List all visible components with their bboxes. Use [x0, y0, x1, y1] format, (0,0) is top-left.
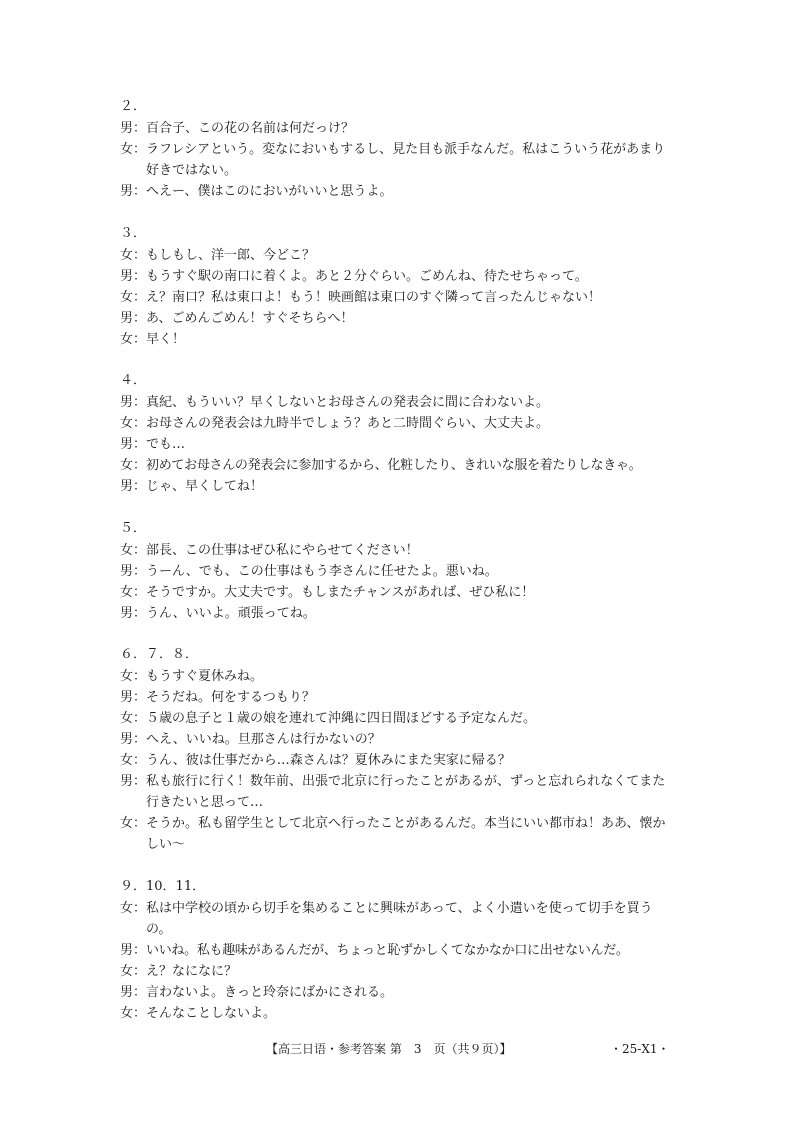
section-title: ３． — [120, 225, 147, 241]
speaker-label: 男： — [120, 563, 147, 579]
speaker-label: 女： — [120, 458, 147, 473]
dialogue-text: お母さんの発表会は九時半でしょう？あと二時間ぐらい、大丈夫よ。 — [146, 416, 550, 431]
speaker-label: 女： — [120, 669, 147, 684]
dialogue-line — [120, 266, 680, 287]
dialogue-line — [120, 245, 680, 266]
dialogue-line — [120, 392, 680, 413]
section-title: ２． — [120, 99, 147, 114]
dialogue-text: もうすぐ駅の南口に着くよ。あと２分ぐらい。ごめんね、待たせちゃって。 — [146, 268, 588, 284]
dialogue-line — [120, 540, 680, 561]
dialogue-line — [120, 139, 680, 181]
dialogue-text: え？なになに？ — [146, 963, 238, 979]
speaker-label: 男： — [120, 268, 147, 284]
speaker-label: 女： — [120, 963, 147, 979]
section-title: ９．10．11． — [120, 878, 206, 894]
speaker-label: 女： — [120, 1005, 147, 1021]
speaker-label: 男： — [120, 310, 147, 326]
dialogue-text: 私も旅行に行く！数年前、出張で北京に行ったことがあるが、ずっと忘れられなくてまた行きたいと思って… — [146, 774, 666, 810]
dialogue-line — [120, 708, 680, 729]
dialogue-line — [120, 413, 680, 434]
dialogue-text: あ、ごめんごめん！すぐそちらへ！ — [146, 310, 354, 326]
section-4 — [120, 370, 680, 497]
speaker-label: 男： — [120, 395, 147, 410]
dialogue-text: うん、彼は仕事だから…森さんは？夏休みにまた実家に帰る？ — [146, 753, 511, 768]
dialogue-text: 初めてお母さんの発表会に参加するから、化粧したり、きれいな服を着たりしなきゃ。 — [146, 458, 642, 473]
dialogue-text: 部長、この仕事はぜひ私にやらせてください！ — [146, 542, 419, 558]
dialogue-text: そうだね。何をするつもり？ — [146, 690, 315, 705]
dialogue-text: でも… — [146, 437, 186, 452]
dialogue-line — [120, 476, 680, 497]
section-3 — [120, 223, 680, 350]
section-5 — [120, 518, 680, 624]
section-9-10-11 — [120, 876, 680, 1024]
speaker-label: 男： — [120, 121, 147, 136]
document-body — [120, 96, 680, 1044]
dialogue-text: ５歳の息子と１歳の娘を連れて沖縄に四日間ほどする予定なんだ。 — [146, 711, 537, 726]
speaker-label: 男： — [120, 984, 147, 1000]
dialogue-line — [120, 329, 680, 350]
speaker-label: 女： — [120, 416, 147, 431]
speaker-label: 女： — [120, 816, 147, 831]
dialogue-line — [120, 434, 680, 455]
speaker-label: 男： — [120, 732, 147, 747]
speaker-label: 男： — [120, 479, 147, 494]
section-6-7-8 — [120, 644, 680, 855]
dialogue-text: 真紀、もういい？早くしないとお母さんの発表会に間に合わないよ。 — [146, 395, 550, 410]
dialogue-line — [120, 940, 680, 961]
speaker-label: 女： — [120, 247, 147, 263]
dialogue-line — [120, 750, 680, 771]
dialogue-text: いいね。私も趣味があるんだが、ちょっと恥ずかしくてなかなか口に出せないんだ。 — [146, 942, 629, 958]
footer-code: ・25-X1・ — [610, 1042, 670, 1056]
dialogue-line — [120, 603, 680, 624]
speaker-label: 男： — [120, 437, 147, 452]
dialogue-text: ラフレシアという。変なにおいもするし、見た目も派手なんだ。私はこういう花があまり好きではない。 — [146, 142, 666, 178]
dialogue-line — [120, 455, 680, 476]
dialogue-text: 早く！ — [146, 331, 186, 347]
speaker-label: 男： — [120, 184, 147, 199]
section-title: ５． — [120, 520, 147, 536]
dialogue-line — [120, 287, 680, 308]
speaker-label: 男： — [120, 774, 147, 789]
speaker-label: 男： — [120, 942, 147, 958]
speaker-label: 男： — [120, 605, 147, 621]
footer-page-info: 【高三日语・参考答案 第 3 页（共９页）】 — [266, 1042, 512, 1056]
dialogue-text: 私は中学校の頃から切手を集めることに興味があって、よく小遣いを使って切手を買うの。 — [146, 900, 653, 937]
dialogue-text: そうですか。大丈夫です。もしまたチャンスがあれば、ぜひ私に！ — [146, 584, 535, 600]
dialogue-text: そうか。私も留学生として北京へ行ったことがあるんだ。本当にいい都市ね！ああ、懐かしい～ — [146, 816, 666, 852]
speaker-label: 女： — [120, 289, 147, 305]
speaker-label: 女： — [120, 331, 147, 347]
dialogue-line — [120, 561, 680, 582]
speaker-label: 女： — [120, 142, 147, 157]
dialogue-line — [120, 982, 680, 1003]
speaker-label: 女： — [120, 542, 147, 558]
speaker-label: 女： — [120, 584, 147, 600]
dialogue-line — [120, 582, 680, 603]
dialogue-text: 百合子、この花の名前は何だっけ？ — [146, 121, 355, 136]
speaker-label: 女： — [120, 753, 147, 768]
dialogue-line — [120, 181, 680, 202]
dialogue-text: じゃ、早くしてね！ — [146, 479, 264, 494]
dialogue-text: 言わないよ。きっと玲奈にばかにされる。 — [146, 984, 394, 1000]
dialogue-line — [120, 118, 680, 139]
section-title: ６．７．８． — [120, 647, 199, 662]
dialogue-text: もしもし、洋一郎、今どこ？ — [146, 247, 316, 263]
dialogue-line — [120, 898, 680, 940]
dialogue-line — [120, 687, 680, 708]
dialogue-text: え？南口？私は東口よ！もう！映画館は東口のすぐ隣って言ったんじゃない！ — [146, 289, 602, 305]
dialogue-text: そんなことしないよ。 — [146, 1005, 277, 1021]
speaker-label: 女： — [120, 900, 147, 916]
dialogue-line — [120, 771, 680, 813]
dialogue-line — [120, 1003, 680, 1024]
dialogue-line — [120, 961, 680, 982]
section-2 — [120, 96, 680, 202]
section-title: ４． — [120, 373, 147, 388]
dialogue-line — [120, 666, 680, 687]
dialogue-text: うーん、でも、この仕事はもう李さんに任せたよ。悪いね。 — [146, 563, 498, 579]
speaker-label: 男： — [120, 690, 147, 705]
dialogue-text: うん、いいよ。頑張ってね。 — [146, 605, 316, 621]
dialogue-line — [120, 729, 680, 750]
dialogue-text: へえー、僕はこのにおいがいいと思うよ。 — [146, 184, 393, 199]
dialogue-text: もうすぐ夏休みね。 — [146, 669, 264, 684]
speaker-label: 女： — [120, 711, 147, 726]
dialogue-text: へえ、いいね。旦那さんは行かないの？ — [146, 732, 381, 747]
dialogue-line — [120, 813, 680, 855]
dialogue-line — [120, 308, 680, 329]
